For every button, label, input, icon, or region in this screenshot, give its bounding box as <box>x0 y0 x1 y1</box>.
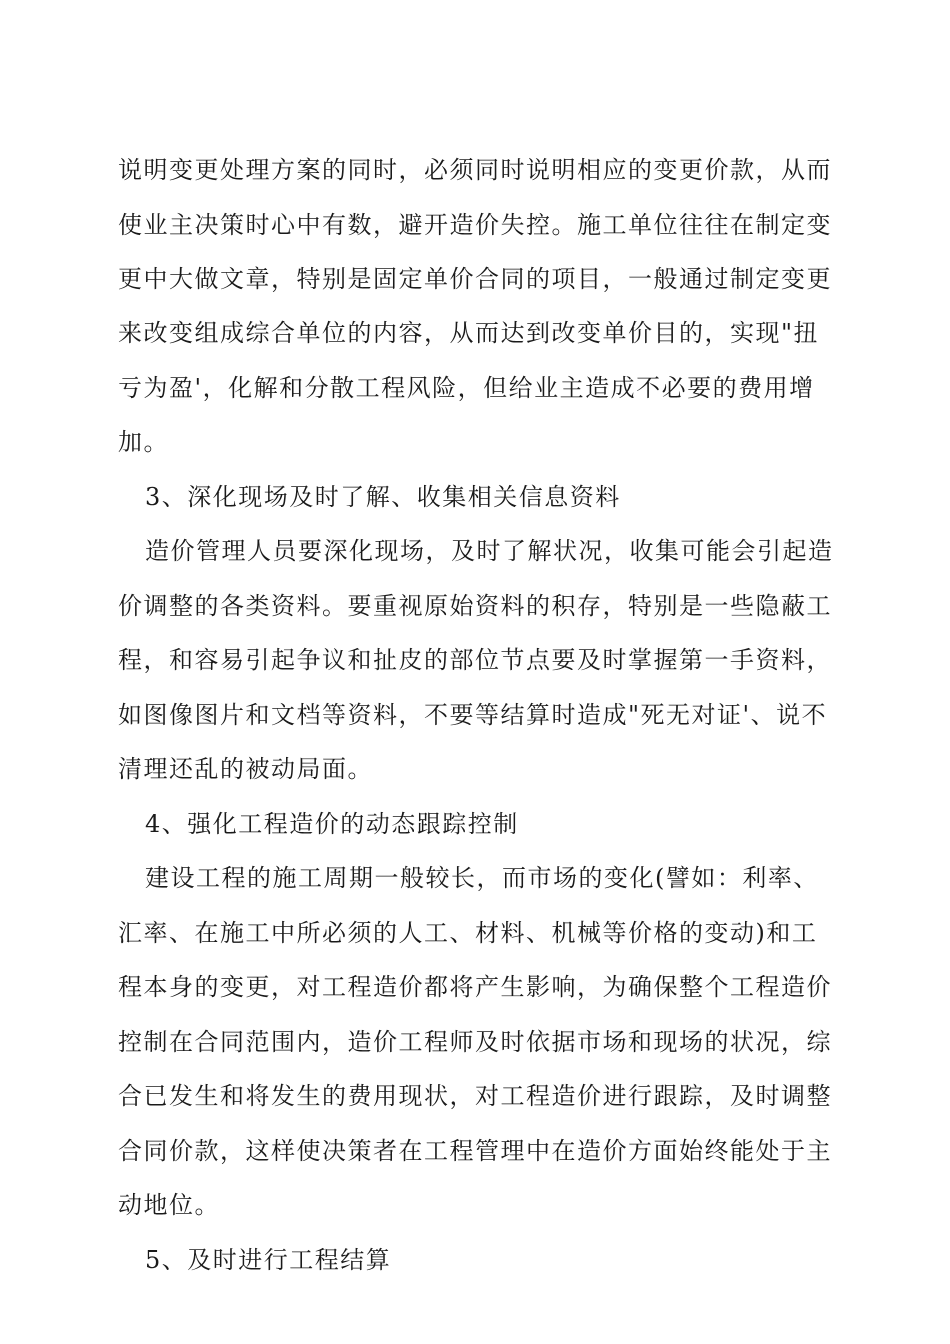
paragraph-line: 清理还乱的被动局面。 <box>118 755 373 783</box>
paragraph-line: 加。 <box>118 428 169 456</box>
paragraph-line: 如图像图片和文档等资料，不要等结算时造成"死无对证'、说不 <box>118 701 828 729</box>
paragraph-line: 说明变更处理方案的同时，必须同时说明相应的变更价款，从而 <box>118 156 832 184</box>
section-heading: 3、深化现场及时了解、收集相关信息资料 <box>145 483 621 511</box>
paragraph-line: 汇率、在施工中所必须的人工、材料、机械等价格的变动)和工 <box>118 919 818 947</box>
paragraph-line: 合已发生和将发生的费用现状，对工程造价进行跟踪，及时调整 <box>118 1082 832 1110</box>
paragraph-line: 价调整的各类资料。要重视原始资料的积存，特别是一些隐蔽工 <box>118 592 832 620</box>
paragraph-line: 控制在合同范围内，造价工程师及时依据市场和现场的状况，综 <box>118 1028 832 1056</box>
paragraph-line: 程本身的变更，对工程造价都将产生影响，为确保整个工程造价 <box>118 973 832 1001</box>
paragraph-line: 动地位。 <box>118 1191 220 1219</box>
paragraph-line: 造价管理人员要深化现场，及时了解状况，收集可能会引起造 <box>145 537 834 565</box>
paragraph-line: 亏为盈'，化解和分散工程风险，但给业主造成不必要的费用增 <box>118 374 815 402</box>
section-heading: 4、强化工程造价的动态跟踪控制 <box>145 810 519 838</box>
paragraph-line: 建设工程的施工周期一般较长，而市场的变化(譬如：利率、 <box>145 864 819 892</box>
paragraph-line: 更中大做文章，特别是固定单价合同的项目，一般通过制定变更 <box>118 265 832 293</box>
section-heading: 5、及时进行工程结算 <box>145 1246 392 1274</box>
paragraph-line: 使业主决策时心中有数，避开造价失控。施工单位往往在制定变 <box>118 211 832 239</box>
paragraph-line: 合同价款，这样使决策者在工程管理中在造价方面始终能处于主 <box>118 1137 832 1165</box>
paragraph-line: 来改变组成综合单位的内容，从而达到改变单价目的，实现"扭 <box>118 319 820 347</box>
paragraph-line: 程，和容易引起争议和扯皮的部位节点要及时掌握第一手资料， <box>118 646 832 674</box>
